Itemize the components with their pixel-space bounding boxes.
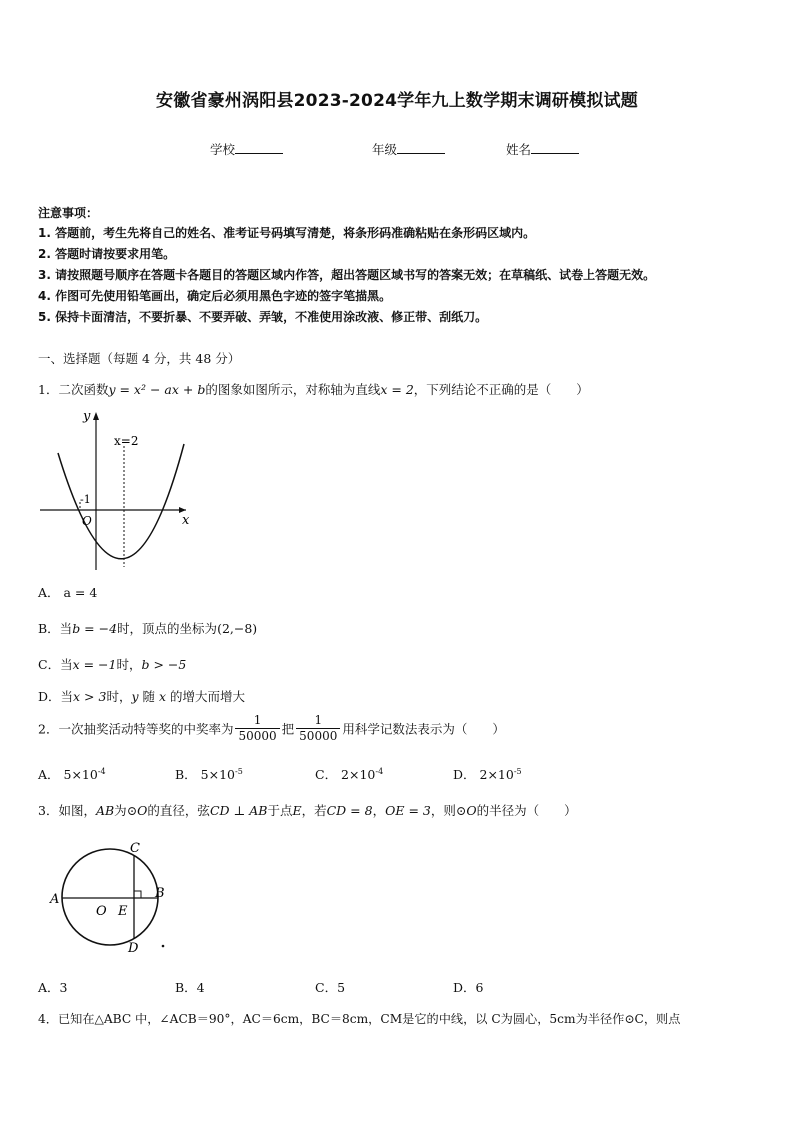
neg1-label: -1 xyxy=(80,493,91,506)
circle-o xyxy=(62,849,158,945)
q1-option-c xyxy=(38,655,186,673)
q3-text-e: ，若 xyxy=(301,803,327,818)
q2-option-c xyxy=(315,765,383,783)
q2-d-exp: -5 xyxy=(513,766,522,776)
q1-c-pre: C．当 xyxy=(38,657,73,672)
point-e-label: E xyxy=(118,904,128,919)
q1-d-y: y xyxy=(131,689,139,704)
q1-d-math: x > 3 xyxy=(73,689,107,704)
q3-option-b: B．4 xyxy=(175,980,205,995)
q1-d-end: 的增大而增大 xyxy=(166,689,246,704)
q1-option-d xyxy=(38,687,245,705)
y-axis-arrow xyxy=(93,412,99,420)
q1-c-math2: b > −5 xyxy=(141,657,187,672)
q3-text-h: 的半径为（ ） xyxy=(476,803,577,818)
school-blank xyxy=(235,141,283,154)
circle-figure xyxy=(44,834,174,960)
q2-mid: 把 xyxy=(281,721,295,737)
q1-formula: y = x² − ax + b xyxy=(108,382,206,397)
q2-a-base: A． 5×10 xyxy=(38,767,98,782)
origin-label: O xyxy=(82,514,92,528)
q2-frac1-num: 1 xyxy=(235,713,279,729)
q2-fraction-1 xyxy=(235,713,279,744)
q1-b-pre: B．当 xyxy=(38,621,73,636)
q3-text-f: ， xyxy=(372,803,386,818)
school-label: 学校 xyxy=(210,142,236,157)
notice-item: 1. 答题前，考生先将自己的姓名、准考证号码填写清楚，将条形码准确粘贴在条形码区域内。 xyxy=(38,226,536,240)
q1-option-a: A． a = 4 xyxy=(38,585,98,600)
point-b-label: B xyxy=(155,886,165,901)
question-2 xyxy=(38,713,505,744)
school-field xyxy=(210,140,283,158)
q1-d-mid2: 随 xyxy=(138,689,159,704)
q1-d-mid: 时， xyxy=(106,689,132,704)
name-label: 姓名 xyxy=(506,142,532,157)
name-field xyxy=(506,140,579,158)
q1-middle: 的图象如图所示，对称轴为直线 xyxy=(205,382,381,397)
q1-prefix: 1．二次函数 xyxy=(38,382,109,397)
page-title: 安徽省豪州涡阳县2023-2024学年九上数学期末调研模拟试题 xyxy=(156,91,638,111)
q1-option-b xyxy=(38,619,257,637)
point-a-label: A xyxy=(50,892,60,907)
q2-c-exp: -4 xyxy=(375,766,384,776)
q2-suffix: 用科学记数法表示为（ ） xyxy=(342,721,505,737)
q2-option-a xyxy=(38,765,106,783)
grade-blank xyxy=(397,141,445,154)
q3-text-b: 为 xyxy=(114,803,127,818)
notice-item: 3. 请按照题号顺序在答题卡各题目的答题区域内作答，超出答题区域书写的答案无效；在草稿纸、试卷上答题无效。 xyxy=(38,268,656,282)
q1-c-math: x = −1 xyxy=(72,657,117,672)
q3-oe-3: OE = 3 xyxy=(385,803,431,818)
parabola-figure xyxy=(36,404,198,574)
y-label: y xyxy=(83,409,91,424)
question-4: 4．已知在△ABC 中，∠ACB＝90°，AC＝6cm，BC＝8cm，CM是它的中线，以 C为圆心，5cm为半径作⊙C，则点 xyxy=(38,1012,681,1026)
q3-text-g: ，则 xyxy=(430,803,456,818)
notice-heading: 注意事项： xyxy=(38,206,99,220)
q2-b-base: B． 5×10 xyxy=(175,767,235,782)
q1-b-mid: 时，顶点的坐标为 xyxy=(117,621,218,636)
q2-frac2-num: 1 xyxy=(296,713,340,729)
q1-c-mid: 时， xyxy=(116,657,142,672)
parabola-curve xyxy=(58,444,184,559)
q1-d-x: x xyxy=(159,689,167,704)
q1-b-point: (2,−8) xyxy=(217,621,258,636)
q3-text-a: 3．如图， xyxy=(38,803,96,818)
x-label: x xyxy=(182,513,190,528)
q3-option-d: D．6 xyxy=(453,980,484,995)
q1-axis: x = 2 xyxy=(380,382,414,397)
point-d-label: D xyxy=(128,941,139,956)
grade-label: 年级 xyxy=(372,142,398,157)
q3-circle-o-2: ⊙O xyxy=(455,803,477,818)
q1-b-math: b = −4 xyxy=(72,621,118,636)
q3-cd-perp-ab: CD ⊥ AB xyxy=(209,803,268,818)
q3-text-d: 于点 xyxy=(267,803,293,818)
q3-cd-8: CD = 8 xyxy=(326,803,373,818)
q2-a-exp: -4 xyxy=(97,766,106,776)
notice-item: 5. 保持卡面清洁，不要折暴、不要弄破、弄皱，不准使用涂改液、修正带、刮纸刀。 xyxy=(38,310,488,324)
q2-c-base: C． 2×10 xyxy=(315,767,376,782)
section-heading: 一、选择题（每题 4 分，共 48 分） xyxy=(38,351,241,366)
q1-d-pre: D．当 xyxy=(38,689,74,704)
name-blank xyxy=(531,141,579,154)
q2-d-base: D． 2×10 xyxy=(453,767,514,782)
point-c-label: C xyxy=(130,841,140,856)
q2-fraction-2 xyxy=(296,713,340,744)
q1-suffix: ，下列结论不正确的是（ ） xyxy=(413,382,589,397)
grade-field xyxy=(372,140,445,158)
point-o-label: O xyxy=(96,904,107,919)
q3-text-c: 的直径，弦 xyxy=(147,803,210,818)
notice-item: 2. 答题时请按要求用笔。 xyxy=(38,247,176,261)
notice-item: 4. 作图可先使用铅笔画出，确定后必须用黑色字迹的签字笔描黑。 xyxy=(38,289,392,303)
q2-frac2-den: 50000 xyxy=(299,729,338,743)
q3-option-c: C．5 xyxy=(315,980,346,995)
q2-b-exp: -5 xyxy=(235,766,243,776)
q2-frac1-den: 50000 xyxy=(238,729,277,743)
q2-option-b xyxy=(175,765,243,783)
q3-point-e: E xyxy=(292,803,302,818)
axis-label: x=2 xyxy=(114,434,139,448)
question-3 xyxy=(38,801,577,819)
stray-dot xyxy=(162,945,165,948)
right-angle-mark xyxy=(134,891,141,898)
q2-prefix: 2．一次抽奖活动特等奖的中奖率为 xyxy=(38,721,234,737)
q3-option-a: A．3 xyxy=(38,980,68,995)
q3-ab: AB xyxy=(95,803,115,818)
q3-circle-o: ⊙O xyxy=(126,803,148,818)
question-1 xyxy=(38,380,589,398)
q2-option-d xyxy=(453,765,522,783)
